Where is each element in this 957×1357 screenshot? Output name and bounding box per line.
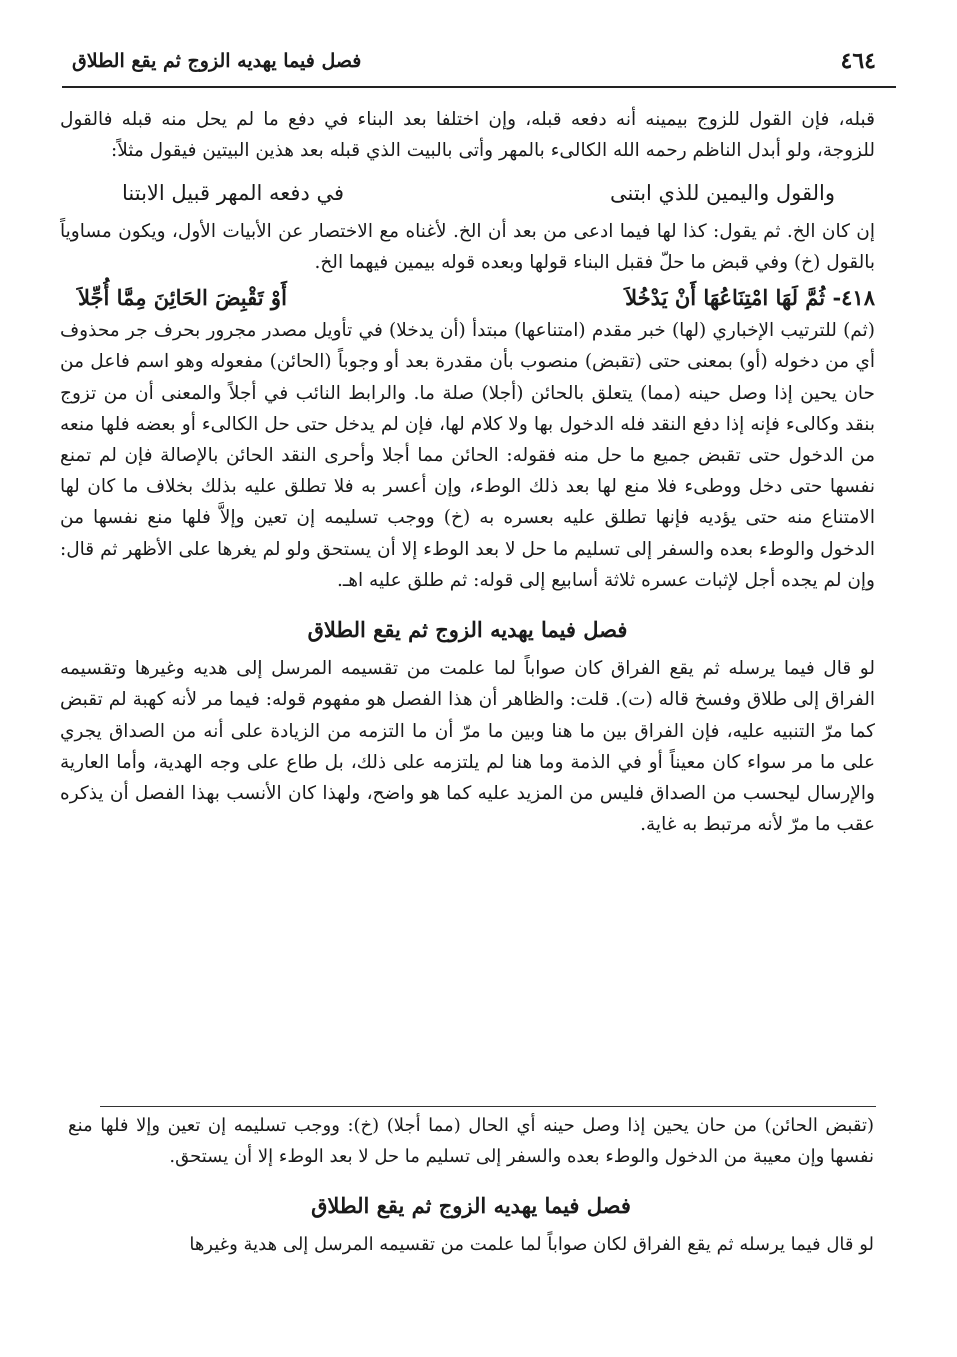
poem-first-hemistich: ثُمَّ لَهَا امْتِنَاعُهَا أَنْ يَدْخُلاَ xyxy=(625,285,826,311)
footnote-area xyxy=(68,1110,874,1260)
verse-second-hemistich: في دفعه المهر قبيل الابتنا xyxy=(122,181,345,206)
header-rule xyxy=(62,86,896,88)
running-title: فصل فيما يهديه الزوج ثم يقع الطلاق xyxy=(72,50,362,72)
section-title: فصل فيما يهديه الزوج ثم يقع الطلاق xyxy=(307,617,628,643)
footnote-paragraph: (تقبض الحائن) من حان يحين إذا وصل حينه أي الحال (مما أجلا) (خ): ووجب تسليمه إن تعين وإلا فلها منع نفسها وإن معيبة من الدخول والوطء بعده والسفر إلى تسليم ما حل لا بعد الوطء إلا أن يستحق. xyxy=(68,1115,874,1167)
footnote-rule xyxy=(100,1106,876,1107)
poem-number: ٤١٨- xyxy=(832,285,875,311)
poem-second-hemistich: أَوْ تَقْبِضَ الحَائِنَ مِمَّا أُجِّلاَ xyxy=(78,285,287,311)
main-text xyxy=(60,104,875,840)
footnote-section-paragraph: لو قال فيما يرسله ثم يقع الفراق لكان صواباً لما علمت من تقسيمه المرسل إلى هدية وغيرها xyxy=(189,1234,874,1255)
poem-first-part xyxy=(625,282,875,313)
poem-line xyxy=(78,282,875,313)
page-number: ٤٦٤ xyxy=(840,48,876,74)
commentary-paragraph: (ثم) للترتيب الإخباري (لها) خبر مقدم (امتناعها) مبتدأ (أن يدخلا) في تأويل مصدر مجرور بحرف جر محذوف أي من دخوله (أو) بمعنى حتى (تقبض) منصوب بأن مقدرة بعد أو وجوباً (الحائن) مفعوله وهو اسم فاعل من حان يحين إذا وصل حينه (مما) يتعلق بالحائن (أجلا) صلة ما. والرابط النائب في أجلاً والمعنى أن من تزوج بنقد وكالىء فإنه إذا دفع النقد فله الدخول بها ولا كلام لها، فإن لم يدخل حتى حل الكالىء أو بعضه فلها منعه من الدخول حتى تقبض جميع ما حل منه فقوله: الحائن مما أجلا وأحرى النقد الحائن بالإصالة فإن لم تمنع نفسها حتى دخل ووطىء فلا منع لها بعد ذلك الوطء، وإن أعسر به فلا تطلق عليه بذلك بخلاف ما كان لها الامتناع منه حتى يؤديه فإنها تطلق عليه بعسره به (خ) ووجب تسليمه إن تعين وإلاَّ فلها منع نفسها من الدخول والوطء بعده والسفر إلى تسليم ما حل لا بعد الوطء إلا أن يستحق ولو لم يغرها على الأظهر ثم قال: وإن لم يجده أجل لإثبات عسره ثلاثة أسابيع إلى قوله: ثم طلق عليه اهـ. xyxy=(60,320,875,591)
section-paragraph: لو قال فيما يرسله ثم يقع الفراق كان صواباً لما علمت من تقسيمه المرسل إلى هديه وغيرها وتقسيمه الفراق إلى طلاق وفسخ قاله (ت). قلت: والظاهر أن هذا الفصل هو مفهوم قوله: فيما مر لأنه كهبة لم تقبض كما مرّ التنبيه عليه، فإن الفراق بين ما هنا وبين ما مرّ أن ما التزمه من الزيادة على أنه من الصداق يجري على ما مر سواء كان معيناً أو في الذمة وما هنا لم يلتزمه على ذلك، بل طاع على وجه الهدية، وأما العارية والإرسال ليحسب من الصداق فليس من المزيد عليه كما هو واضح، ولهذا كان الأنسب بهذا الفصل أن يذكره عقب ما مرّ لأنه مرتبط به غاية. xyxy=(60,658,875,836)
verse-first-hemistich: والقول واليمين للذي ابتنى xyxy=(610,181,835,206)
intro-paragraph: قبله، فإن القول للزوج بيمينه أنه دفعه قبله، وإن اختلفا بعد البناء في دفع ما لم يحل منه قبله فالقول للزوجة، ولو أبدل الناظم رحمه الله الكالىء بالمهر وأتى بالبيت الذي قبله بعد هذين البيتين فيقول مثلاً: xyxy=(60,109,875,162)
page-header xyxy=(58,42,898,82)
verse xyxy=(122,178,835,209)
footnote-section-title: فصل فيما يهديه الزوج ثم يقع الطلاق xyxy=(311,1193,631,1218)
after-verse-paragraph: إن كان الخ. ثم يقول: كذا لها فيما ادعى من بعد أن الخ. لأغناه مع الاختصار عن الأبيات الأول، ويكون مساوياً بالقول (خ) وفي قبض ما حلّ فقبل البناء قولها وبعده قوله بيمين فيهما الخ. xyxy=(60,220,875,273)
